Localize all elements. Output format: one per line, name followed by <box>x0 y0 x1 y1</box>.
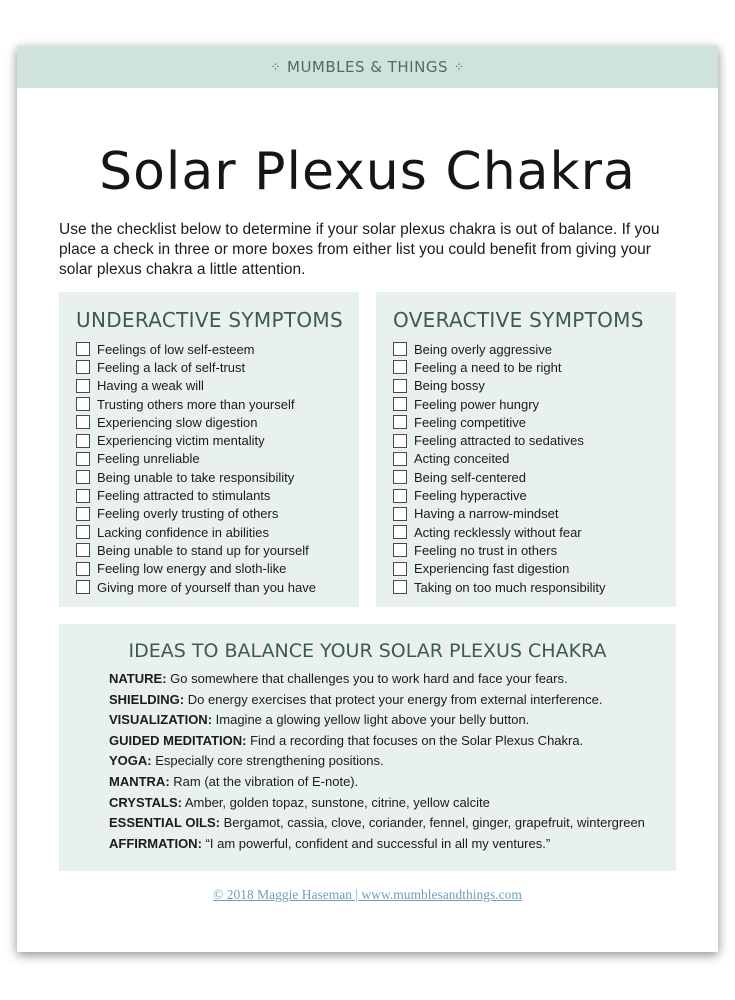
intro-paragraph: Use the checklist below to determine if your solar plexus chakra is out of balance. If you place a check in three or more boxes from either list you could benefit from giving your solar plexus chakra a little attention. <box>59 221 660 278</box>
checklist-item-label: Having a weak will <box>97 378 204 394</box>
checklist-item[interactable] <box>393 395 606 413</box>
checkbox[interactable] <box>393 397 407 411</box>
idea-item <box>109 813 645 834</box>
overactive-heading: OVERACTIVE SYMPTOMS <box>393 308 644 332</box>
checklist-item[interactable] <box>76 450 316 468</box>
idea-item <box>109 731 645 752</box>
checkbox[interactable] <box>393 525 407 539</box>
checkbox[interactable] <box>393 379 407 393</box>
checklist-item-label: Feelings of low self-esteem <box>97 341 255 357</box>
underactive-checklist <box>76 340 316 596</box>
checkbox[interactable] <box>76 562 90 576</box>
underactive-heading: UNDERACTIVE SYMPTOMS <box>76 308 343 332</box>
checkbox[interactable] <box>76 580 90 594</box>
idea-label: VISUALIZATION: <box>109 712 213 728</box>
idea-label: ESSENTIAL OILS: <box>109 815 220 831</box>
idea-text: Find a recording that focuses on the Solar Plexus Chakra. <box>250 732 584 748</box>
checklist-item-label: Feeling power hungry <box>414 396 540 412</box>
idea-label: CRYSTALS: <box>109 794 182 810</box>
checklist-item-label: Trusting others more than yourself <box>97 396 295 412</box>
checklist-item-label: Feeling attracted to sedatives <box>414 433 584 449</box>
checkbox[interactable] <box>393 470 407 484</box>
checkbox[interactable] <box>393 360 407 374</box>
checklist-item[interactable] <box>76 523 316 541</box>
checklist-item-label: Acting conceited <box>414 451 510 467</box>
checklist-item[interactable] <box>76 413 316 431</box>
checklist-item-label: Acting recklessly without fear <box>414 524 582 540</box>
checkbox[interactable] <box>393 434 407 448</box>
checklist-item[interactable] <box>393 541 606 559</box>
checklist-item[interactable] <box>393 413 606 431</box>
checkbox[interactable] <box>393 415 407 429</box>
checklist-item[interactable] <box>76 431 316 449</box>
idea-label: YOGA: <box>109 753 152 769</box>
idea-label: GUIDED MEDITATION: <box>109 732 247 748</box>
checklist-item-label: Feeling no trust in others <box>414 542 558 558</box>
idea-label: SHIELDING: <box>109 691 185 707</box>
checklist-item[interactable] <box>76 560 316 578</box>
checklist-item[interactable] <box>76 395 316 413</box>
checklist-item-label: Experiencing slow digestion <box>97 414 258 430</box>
idea-text: “I am powerful, confident and successful in all my ventures.” <box>205 835 551 851</box>
header-band <box>17 46 718 88</box>
brand-name: MUMBLES & THINGS <box>287 58 448 76</box>
checklist-item-label: Feeling a lack of self-trust <box>97 359 246 375</box>
checklist-item-label: Being bossy <box>414 378 485 394</box>
overactive-panel <box>376 292 676 607</box>
footer-link[interactable]: © 2018 Maggie Haseman | www.mumblesandthings.com <box>213 887 522 902</box>
checklist-item-label: Feeling hyperactive <box>414 488 527 504</box>
checklist-item[interactable] <box>393 358 606 376</box>
checklist-item-label: Feeling unreliable <box>97 451 200 467</box>
checklist-item-label: Feeling a need to be right <box>414 359 562 375</box>
idea-label: AFFIRMATION: <box>109 835 202 851</box>
idea-text: Bergamot, cassia, clove, coriander, fennel, ginger, grapefruit, wintergreen <box>223 815 645 831</box>
idea-text: Amber, golden topaz, sunstone, citrine, yellow calcite <box>184 794 490 810</box>
checklist-item-label: Being unable to stand up for yourself <box>97 542 309 558</box>
page-title: Solar Plexus Chakra <box>99 142 636 202</box>
ideas-panel <box>59 624 676 871</box>
idea-text: Do energy exercises that protect your energy from external interference. <box>187 691 603 707</box>
checklist-item[interactable] <box>393 578 606 596</box>
overactive-checklist <box>393 340 606 596</box>
checklist-item[interactable] <box>393 377 606 395</box>
checklist-item[interactable] <box>76 486 316 504</box>
checkbox[interactable] <box>393 342 407 356</box>
checklist-item[interactable] <box>393 486 606 504</box>
checkbox[interactable] <box>393 580 407 594</box>
checklist-item-label: Experiencing fast digestion <box>414 561 570 577</box>
checklist-item-label: Being unable to take responsibility <box>97 469 295 485</box>
sparkle-icon: ⁘ <box>453 60 465 74</box>
checklist-item-label: Being overly aggressive <box>414 341 553 357</box>
idea-item <box>109 834 645 855</box>
checkbox[interactable] <box>76 342 90 356</box>
checklist-item-label: Feeling low energy and sloth-like <box>97 561 287 577</box>
checklist-item-label: Having a narrow-mindset <box>414 506 559 522</box>
footer-credit[interactable] <box>17 887 718 903</box>
checklist-item-label: Feeling competitive <box>414 414 526 430</box>
idea-item <box>109 690 645 711</box>
checkbox[interactable] <box>393 507 407 521</box>
checklist-item-label: Lacking confidence in abilities <box>97 524 269 540</box>
checkbox[interactable] <box>76 360 90 374</box>
checkbox[interactable] <box>393 489 407 503</box>
checklist-item[interactable] <box>76 505 316 523</box>
checklist-item-label: Taking on too much responsibility <box>414 579 606 595</box>
checklist-item-label: Being self-centered <box>414 469 527 485</box>
idea-label: MANTRA: <box>109 773 170 789</box>
checklist-item-label: Giving more of yourself than you have <box>97 579 316 595</box>
checkbox[interactable] <box>76 543 90 557</box>
checklist-item[interactable] <box>393 468 606 486</box>
checkbox[interactable] <box>393 543 407 557</box>
checklist-item[interactable] <box>393 431 606 449</box>
ideas-heading: IDEAS TO BALANCE YOUR SOLAR PLEXUS CHAKRA <box>128 640 607 662</box>
idea-item <box>109 710 645 731</box>
checkbox[interactable] <box>76 415 90 429</box>
checklist-item[interactable] <box>393 523 606 541</box>
checkbox[interactable] <box>393 562 407 576</box>
sparkle-icon: ⁘ <box>270 60 281 74</box>
checklist-item[interactable] <box>76 358 316 376</box>
checkbox[interactable] <box>76 489 90 503</box>
idea-item <box>109 772 645 793</box>
idea-label: NATURE: <box>109 671 167 686</box>
worksheet-page <box>17 46 718 952</box>
checklist-item[interactable] <box>76 377 316 395</box>
checklist-item[interactable] <box>76 468 316 486</box>
checkbox[interactable] <box>76 379 90 393</box>
checklist-item[interactable] <box>393 505 606 523</box>
idea-text: Especially core strengthening positions. <box>155 753 384 769</box>
checkbox[interactable] <box>76 525 90 539</box>
checkbox[interactable] <box>393 452 407 466</box>
idea-item <box>109 793 645 814</box>
idea-text: Ram (at the vibration of E-note). <box>173 773 359 789</box>
checkbox[interactable] <box>76 507 90 521</box>
idea-text: Imagine a glowing yellow light above your belly button. <box>215 712 530 728</box>
checklist-item-label: Feeling attracted to stimulants <box>97 488 271 504</box>
checkbox[interactable] <box>76 470 90 484</box>
checklist-item-label: Feeling overly trusting of others <box>97 506 279 522</box>
idea-text: Go somewhere that challenges you to work hard and face your fears. <box>170 671 568 686</box>
brand-logo <box>270 58 464 76</box>
checkbox[interactable] <box>76 434 90 448</box>
checklist-item[interactable] <box>393 450 606 468</box>
underactive-panel <box>59 292 359 607</box>
checklist-item[interactable] <box>76 340 316 358</box>
checkbox[interactable] <box>76 452 90 466</box>
checklist-item[interactable] <box>76 578 316 596</box>
idea-item <box>109 669 645 690</box>
checklist-item[interactable] <box>76 541 316 559</box>
checklist-item[interactable] <box>393 340 606 358</box>
idea-item <box>109 751 645 772</box>
checklist-item[interactable] <box>393 560 606 578</box>
checkbox[interactable] <box>76 397 90 411</box>
checklist-item-label: Experiencing victim mentality <box>97 433 265 449</box>
ideas-list <box>109 669 645 854</box>
